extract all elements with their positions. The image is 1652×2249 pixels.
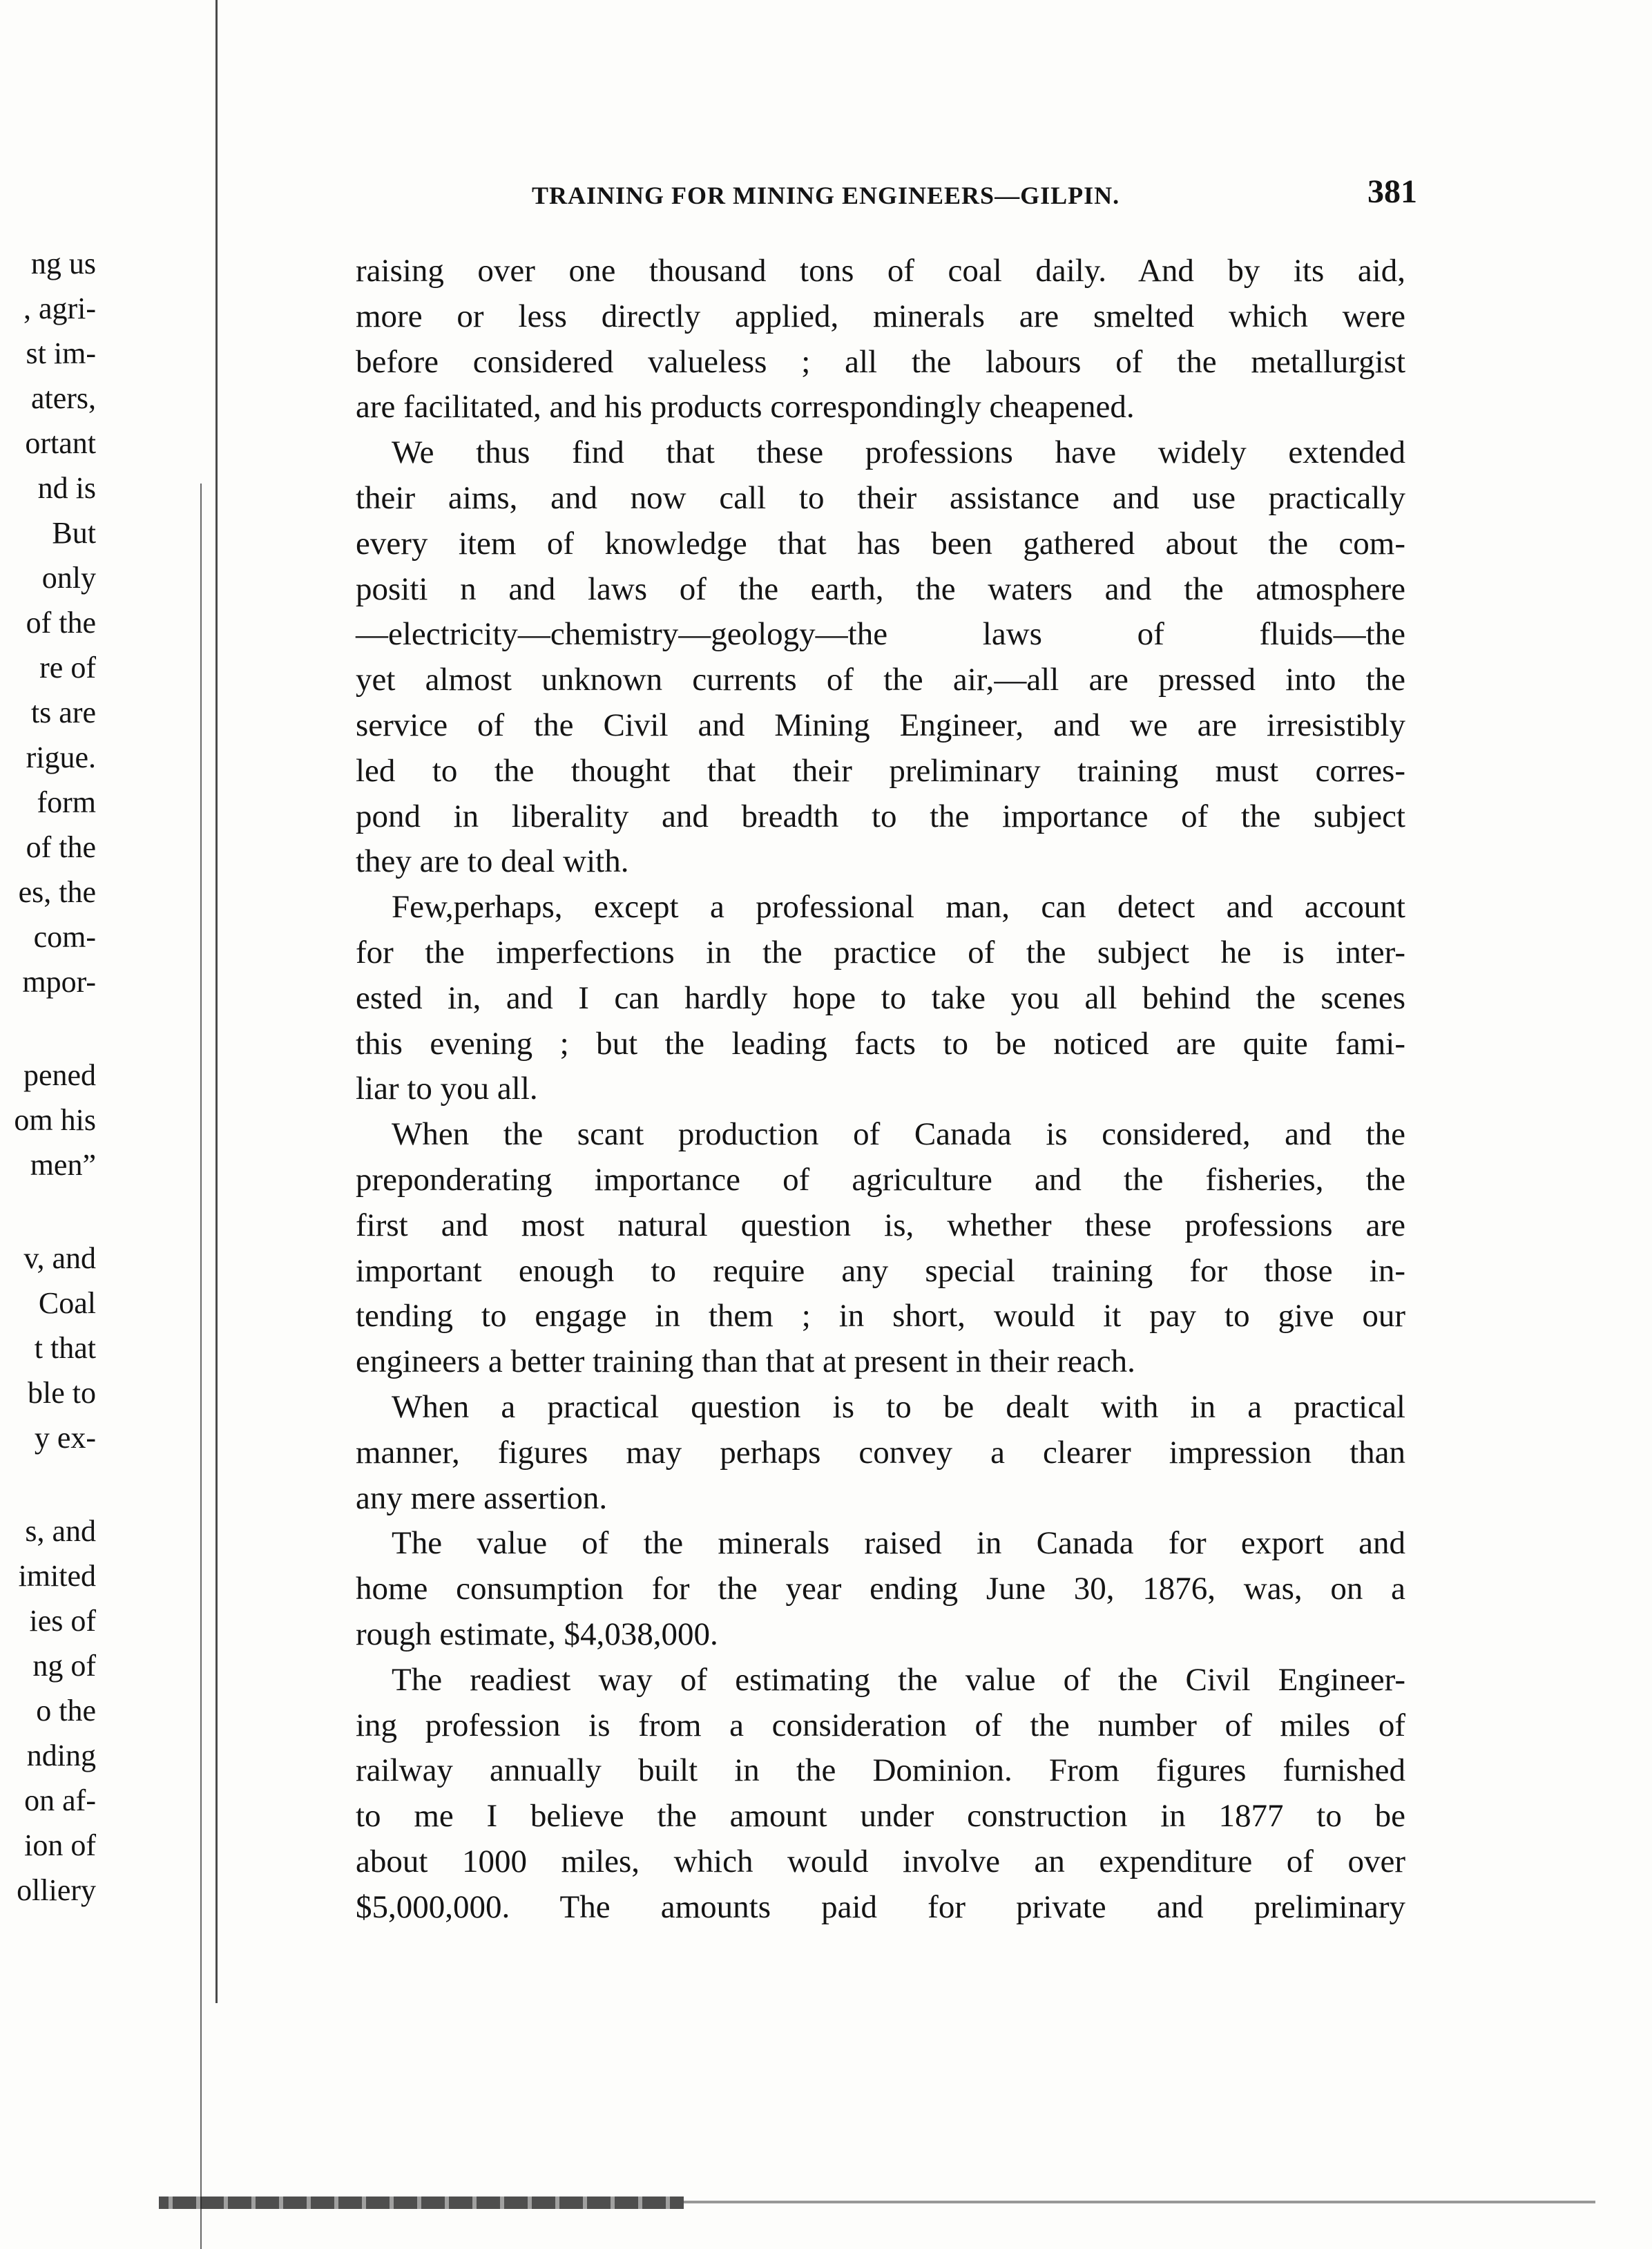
text-line: When a practical question is to be dealt with in a practical <box>392 1388 1405 1425</box>
text-line: to me I believe the amount under construction in 1877 to be <box>356 1798 1405 1835</box>
text-line: ested in, and I can hardly hope to take you all behind the scenes <box>356 979 1405 1016</box>
facing-page-line: com- <box>33 920 96 954</box>
text-line: railway annually built in the Dominion. From figures furnished <box>356 1752 1405 1789</box>
text-line: manner, figures may perhaps convey a clearer impression than <box>356 1434 1405 1471</box>
facing-page-line: of the <box>26 606 96 640</box>
text-line: The value of the minerals raised in Canada for export and <box>392 1525 1405 1562</box>
text-line: this evening ; but the leading facts to be noticed are quite fami- <box>356 1025 1405 1062</box>
facing-page-line: form <box>37 785 96 819</box>
facing-page-line: ng us <box>30 247 96 280</box>
text-line: they are to deal with. <box>356 843 629 880</box>
text-line: raising over one thousand tons of coal daily. And by its aid, <box>356 253 1405 289</box>
binding-gutter-shadow <box>200 484 202 2249</box>
text-line: tending to engage in them ; in short, would it pay to give our <box>356 1298 1405 1334</box>
facing-page-line: ion of <box>24 1828 96 1862</box>
running-head: TRAINING FOR MINING ENGINEERS—GILPIN. <box>532 182 1120 209</box>
text-line: The readiest way of estimating the value of the Civil Engineer- <box>392 1661 1405 1698</box>
text-line: When the scant production of Canada is considered, and the <box>392 1116 1405 1153</box>
facing-page-line: om his <box>14 1103 96 1137</box>
text-line: more or less directly applied, minerals are smelted which were <box>356 298 1405 334</box>
facing-page-line: ortant <box>25 426 96 460</box>
text-line: yet almost unknown currents of the air,—all are pressed into the <box>356 662 1405 698</box>
facing-page-line: y ex- <box>34 1421 96 1455</box>
facing-page-fragment <box>0 0 100 2249</box>
body-text <box>356 249 1405 1930</box>
facing-page-line: But <box>52 516 96 550</box>
text-line: every item of knowledge that has been gathered about the com- <box>356 525 1405 562</box>
facing-page-line: on af- <box>24 1783 96 1817</box>
facing-page-line: aters, <box>30 381 96 415</box>
text-line: led to the thought that their preliminary training must corres- <box>356 752 1405 789</box>
text-line: —electricity—chemistry—geology—the laws of fluids—the <box>356 616 1405 653</box>
binding-edge <box>159 2197 684 2209</box>
text-line: home consumption for the year ending June 30, 1876, was, on a <box>356 1571 1405 1607</box>
text-line: pond in liberality and breadth to the importance of the subject <box>356 798 1405 834</box>
facing-page-line: olliery <box>17 1873 96 1907</box>
text-line: Few,perhaps, except a professional man, can detect and account <box>392 889 1405 926</box>
text-line: their aims, and now call to their assistance and use practically <box>356 479 1405 516</box>
text-line: about 1000 miles, which would involve an expenditure of over <box>356 1843 1405 1879</box>
text-line: positi n and laws of the earth, the waters and the atmosphere <box>356 571 1405 607</box>
facing-page-line: , agri- <box>23 291 96 325</box>
text-line: ing profession is from a consideration of the number of miles of <box>356 1707 1405 1743</box>
text-line: engineers a better training than that at present in their reach. <box>356 1343 1135 1380</box>
text-line: service of the Civil and Mining Engineer, and we are irresistibly <box>356 707 1405 743</box>
facing-page-line: ng of <box>32 1649 96 1683</box>
facing-page-line: ts are <box>30 696 96 729</box>
text-line: rough estimate, $4,038,000. <box>356 1616 718 1652</box>
text-line: first and most natural question is, whether these professions are <box>356 1207 1405 1243</box>
text-line: liar to you all. <box>356 1071 538 1107</box>
facing-page-line: ies of <box>29 1604 96 1638</box>
text-line: preponderating importance of agriculture and the fisheries, the <box>356 1161 1405 1198</box>
facing-page-line: es, the <box>18 875 96 909</box>
text-line: We thus find that these professions have widely extended <box>392 434 1405 471</box>
facing-page-line: st im- <box>26 336 96 370</box>
facing-page-line: nding <box>26 1739 96 1772</box>
text-line: are facilitated, and his products correspondingly cheapened. <box>356 389 1135 425</box>
facing-page-line: imited <box>18 1559 96 1593</box>
facing-page-line: only <box>41 561 96 595</box>
facing-page-line: nd is <box>37 471 96 505</box>
text-line: any mere assertion. <box>356 1480 608 1516</box>
page-number: 381 <box>1367 173 1417 210</box>
text-line: $5,000,000. The amounts paid for private and preliminary <box>356 1888 1405 1925</box>
facing-page-line: s, and <box>25 1514 96 1548</box>
facing-page-line: mpor- <box>22 965 96 999</box>
text-line: important enough to require any special training for those in- <box>356 1252 1405 1289</box>
facing-page-line: re of <box>39 651 96 685</box>
facing-page-line: pened <box>23 1058 96 1092</box>
page-bottom-edge <box>684 2201 1595 2203</box>
binding-gutter-line <box>215 0 218 2003</box>
facing-page-line: of the <box>26 830 96 864</box>
facing-page-line: o the <box>36 1694 96 1728</box>
facing-page-line: men” <box>30 1148 96 1182</box>
facing-page-line: t that <box>34 1331 96 1365</box>
facing-page-line: ble to <box>28 1376 96 1410</box>
facing-page-line: rigue. <box>26 740 96 774</box>
text-line: for the imperfections in the practice of the subject he is inter- <box>356 934 1405 970</box>
facing-page-line: v, and <box>23 1241 96 1275</box>
facing-page-line: Coal <box>38 1286 96 1320</box>
text-line: before considered valueless ; all the labours of the metallurgist <box>356 343 1405 380</box>
